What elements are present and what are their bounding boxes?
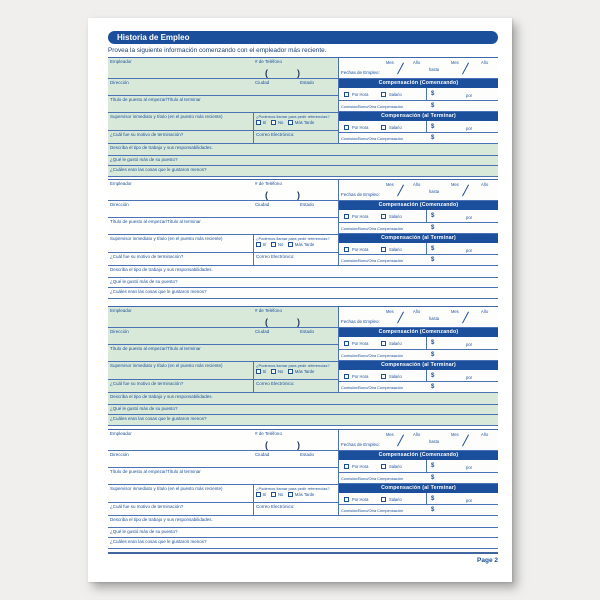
termination-reason-label: ¿Cuál fue su motivo de terminación? bbox=[110, 504, 184, 509]
references-no-label: No bbox=[277, 369, 284, 374]
phone-paren-open: ( bbox=[265, 317, 268, 327]
ending-per-hour-checkbox[interactable] bbox=[344, 247, 349, 252]
dollar-sign: $ bbox=[431, 507, 435, 513]
address-label: Dirección bbox=[110, 202, 129, 207]
ending-per-hour-checkbox[interactable] bbox=[344, 374, 349, 379]
references-no-label: No bbox=[277, 120, 284, 125]
liked-most-field[interactable] bbox=[108, 278, 498, 288]
commission-label: Comisión/Bono/Otra Compensación bbox=[341, 353, 404, 358]
starting-rate-row bbox=[339, 337, 498, 350]
phone-field[interactable] bbox=[253, 430, 338, 450]
supervisor-row bbox=[108, 485, 338, 503]
job-title-label: Título de puesto al empezar/Título al terminar bbox=[110, 469, 201, 474]
references-no-checkbox[interactable] bbox=[271, 369, 276, 374]
commission-label: Comisión/Bono/Otra Compensación bbox=[341, 476, 404, 481]
references-no-checkbox[interactable] bbox=[271, 120, 276, 125]
cell-divider bbox=[426, 210, 427, 222]
job-title-field[interactable] bbox=[108, 468, 338, 485]
dollar-sign: $ bbox=[431, 463, 435, 469]
references-yes-checkbox[interactable] bbox=[256, 242, 261, 247]
until-label: hasta bbox=[429, 439, 440, 444]
salary-label: Salario bbox=[389, 247, 402, 252]
job-title-field[interactable] bbox=[108, 218, 338, 235]
employment-dates-label: Fechas de Empleo: bbox=[341, 192, 380, 197]
starting-rate-row bbox=[339, 88, 498, 101]
termination-reason-label: ¿Cuál fue su motivo de terminación? bbox=[110, 254, 184, 259]
starting-per-hour-checkbox[interactable] bbox=[344, 92, 349, 97]
per-label: por bbox=[466, 93, 473, 98]
salary-label: Salario bbox=[389, 497, 402, 502]
employer-label: Empleador bbox=[110, 308, 132, 313]
dollar-sign: $ bbox=[431, 496, 435, 502]
termination-reason-field[interactable] bbox=[108, 503, 253, 515]
dollar-sign: $ bbox=[431, 225, 435, 231]
employment-dates-field[interactable] bbox=[339, 307, 498, 328]
until-label: hasta bbox=[429, 67, 440, 72]
email-field[interactable] bbox=[253, 503, 338, 515]
employment-block bbox=[108, 57, 498, 176]
ending-rate-row bbox=[339, 243, 498, 255]
end-month-label: Mes bbox=[451, 309, 459, 314]
references-yes-label: Sí bbox=[262, 120, 267, 125]
cell-divider bbox=[426, 493, 427, 504]
end-month-label: Mes bbox=[451, 60, 459, 65]
references-yes-checkbox[interactable] bbox=[256, 369, 261, 374]
salary-label: Salario bbox=[389, 92, 402, 97]
termination-reason-field[interactable] bbox=[108, 380, 253, 392]
references-cell bbox=[253, 235, 338, 252]
address-field[interactable] bbox=[108, 451, 338, 468]
liked-most-label: ¿Qué le gustó más de su puesto? bbox=[110, 529, 178, 534]
start-year-label: Año bbox=[413, 60, 421, 65]
phone-label: # de Teléfono bbox=[255, 59, 282, 64]
phone-paren-open: ( bbox=[265, 68, 268, 78]
references-no-checkbox[interactable] bbox=[271, 242, 276, 247]
salary-label: Salario bbox=[389, 464, 402, 469]
city-label: Ciudad bbox=[255, 202, 270, 207]
references-later-label: Más Tarde bbox=[294, 242, 315, 247]
dollar-sign: $ bbox=[431, 373, 435, 379]
starting-salary-checkbox[interactable] bbox=[381, 92, 386, 97]
address-field[interactable] bbox=[108, 328, 338, 345]
employment-dates-field[interactable] bbox=[339, 430, 498, 451]
liked-least-label: ¿Cuáles eran las cosas que le gustaron menos? bbox=[110, 416, 207, 421]
termination-row bbox=[108, 380, 338, 393]
liked-most-label: ¿Qué le gustó más de su puesto? bbox=[110, 279, 178, 284]
ending-salary-checkbox[interactable] bbox=[381, 374, 386, 379]
references-no-checkbox[interactable] bbox=[271, 492, 276, 497]
per-hour-label: Por Hora bbox=[352, 341, 369, 346]
references-later-checkbox[interactable] bbox=[288, 492, 293, 497]
job-title-field[interactable] bbox=[108, 345, 338, 362]
employment-dates-label: Fechas de Empleo: bbox=[341, 442, 380, 447]
end-year-label: Año bbox=[481, 432, 489, 437]
per-label: por bbox=[466, 248, 473, 253]
email-label: Correo Electrónico: bbox=[256, 504, 295, 509]
describe-work-field[interactable] bbox=[108, 144, 498, 156]
compensation-starting-header: Compensación (Comenzando) bbox=[339, 79, 498, 88]
dollar-sign: $ bbox=[431, 213, 435, 219]
full-width-rows bbox=[108, 516, 498, 549]
per-label: por bbox=[466, 342, 473, 347]
per-label: por bbox=[466, 215, 473, 220]
ending-commission-field[interactable] bbox=[339, 382, 498, 393]
salary-label: Salario bbox=[389, 374, 402, 379]
start-month-label: Mes bbox=[386, 182, 394, 187]
form-page bbox=[88, 18, 512, 582]
date-slash bbox=[397, 434, 404, 446]
starting-rate-row bbox=[339, 210, 498, 223]
references-options bbox=[256, 242, 319, 247]
blocks-container bbox=[108, 57, 498, 548]
liked-least-label: ¿Cuáles eran las cosas que le gustaron menos? bbox=[110, 167, 207, 172]
supervisor-label: Supervisor inmediato y título (en el puesto más reciente) bbox=[110, 236, 223, 241]
references-later-label: Más Tarde bbox=[294, 120, 315, 125]
describe-work-label: Describa el tipo de trabajo y sus responsabilidades. bbox=[110, 145, 213, 150]
full-width-rows bbox=[108, 266, 498, 299]
ending-rate-row bbox=[339, 121, 498, 133]
until-label: hasta bbox=[429, 189, 440, 194]
end-year-label: Año bbox=[481, 60, 489, 65]
phone-label: # de Teléfono bbox=[255, 431, 282, 436]
references-yes-label: Sí bbox=[262, 492, 267, 497]
per-label: por bbox=[466, 126, 473, 131]
employment-dates-label: Fechas de Empleo: bbox=[341, 70, 380, 75]
cell-divider bbox=[426, 243, 427, 254]
supervisor-row bbox=[108, 235, 338, 253]
references-no-label: No bbox=[277, 492, 284, 497]
per-label: por bbox=[466, 498, 473, 503]
phone-field[interactable] bbox=[253, 58, 338, 78]
commission-label: Comisión/Bono/Otra Compensación bbox=[341, 104, 404, 109]
describe-work-label: Describa el tipo de trabajo y sus responsabilidades. bbox=[110, 517, 213, 522]
starting-commission-field[interactable] bbox=[339, 223, 498, 234]
references-question-label: ¿Podemos llamar para pedir referencias? bbox=[256, 236, 330, 241]
termination-row bbox=[108, 131, 338, 144]
state-label: Estado bbox=[300, 452, 315, 457]
per-label: por bbox=[466, 465, 473, 470]
address-label: Dirección bbox=[110, 452, 129, 457]
references-cell bbox=[253, 485, 338, 502]
supervisor-label: Supervisor inmediato y título (en el puesto más reciente) bbox=[110, 114, 223, 119]
employer-field[interactable] bbox=[108, 307, 338, 328]
ending-salary-checkbox[interactable] bbox=[381, 497, 386, 502]
per-label: por bbox=[466, 375, 473, 380]
state-label: Estado bbox=[300, 202, 315, 207]
references-no-label: No bbox=[277, 242, 284, 247]
email-label: Correo Electrónico: bbox=[256, 381, 295, 386]
employer-field[interactable] bbox=[108, 58, 338, 79]
end-year-label: Año bbox=[481, 182, 489, 187]
email-field[interactable] bbox=[253, 253, 338, 265]
end-month-label: Mes bbox=[451, 432, 459, 437]
page-number: Page 2 bbox=[477, 557, 498, 564]
cell-divider bbox=[426, 370, 427, 381]
references-yes-label: Sí bbox=[262, 242, 267, 247]
ending-rate-row bbox=[339, 370, 498, 382]
ending-per-hour-checkbox[interactable] bbox=[344, 497, 349, 502]
references-later-label: Más Tarde bbox=[294, 369, 315, 374]
dollar-sign: $ bbox=[431, 124, 435, 130]
commission-label: Comisión/Bono/Otra Compensación bbox=[341, 226, 404, 231]
state-label: Estado bbox=[300, 329, 315, 334]
compensation-starting-header: Compensación (Comenzando) bbox=[339, 451, 498, 460]
email-field[interactable] bbox=[253, 380, 338, 392]
per-hour-label: Por Hora bbox=[352, 214, 369, 219]
email-label: Correo Electrónico: bbox=[256, 132, 295, 137]
state-label: Estado bbox=[300, 80, 315, 85]
phone-paren-close: ) bbox=[297, 317, 300, 327]
liked-most-label: ¿Qué le gustó más de su puesto? bbox=[110, 406, 178, 411]
ending-commission-field[interactable] bbox=[339, 505, 498, 516]
email-label: Correo Electrónico: bbox=[256, 254, 295, 259]
employment-left-column bbox=[108, 307, 338, 393]
compensation-ending-header: Compensación (al Terminar) bbox=[339, 361, 498, 370]
supervisor-label: Supervisor inmediato y título (en el puesto más reciente) bbox=[110, 363, 223, 368]
address-field[interactable] bbox=[108, 201, 338, 218]
phone-field[interactable] bbox=[253, 180, 338, 200]
employment-block bbox=[108, 179, 498, 298]
termination-reason-field[interactable] bbox=[108, 131, 253, 143]
phone-paren-close: ) bbox=[297, 190, 300, 200]
compensation-starting-header: Compensación (Comenzando) bbox=[339, 328, 498, 337]
references-options bbox=[256, 369, 319, 374]
describe-work-field[interactable] bbox=[108, 393, 498, 405]
references-options bbox=[256, 492, 319, 497]
compensation-starting-header: Compensación (Comenzando) bbox=[339, 201, 498, 210]
salary-label: Salario bbox=[389, 341, 402, 346]
references-question-label: ¿Podemos llamar para pedir referencias? bbox=[256, 486, 330, 491]
date-slash bbox=[462, 434, 469, 446]
describe-work-field[interactable] bbox=[108, 516, 498, 528]
address-label: Dirección bbox=[110, 80, 129, 85]
phone-paren-close: ) bbox=[297, 68, 300, 78]
termination-reason-label: ¿Cuál fue su motivo de terminación? bbox=[110, 132, 184, 137]
references-yes-checkbox[interactable] bbox=[256, 492, 261, 497]
supervisor-field[interactable] bbox=[108, 485, 253, 502]
liked-least-field[interactable] bbox=[108, 415, 498, 426]
liked-least-label: ¿Cuáles eran las cosas que le gustaron menos? bbox=[110, 539, 207, 544]
start-month-label: Mes bbox=[386, 60, 394, 65]
starting-rate-row bbox=[339, 460, 498, 473]
liked-least-field[interactable] bbox=[108, 538, 498, 549]
commission-label: Comisión/Bono/Otra Compensación bbox=[341, 258, 404, 263]
ending-per-hour-checkbox[interactable] bbox=[344, 125, 349, 130]
city-label: Ciudad bbox=[255, 452, 270, 457]
supervisor-field[interactable] bbox=[108, 113, 253, 130]
employment-dates-field[interactable] bbox=[339, 180, 498, 201]
employment-dates-field[interactable] bbox=[339, 58, 498, 79]
starting-commission-field[interactable] bbox=[339, 350, 498, 361]
bottom-rule bbox=[108, 552, 498, 554]
commission-label: Comisión/Bono/Otra Compensación bbox=[341, 385, 404, 390]
termination-row bbox=[108, 253, 338, 266]
dollar-sign: $ bbox=[431, 135, 435, 141]
termination-reason-label: ¿Cuál fue su motivo de terminación? bbox=[110, 381, 184, 386]
start-month-label: Mes bbox=[386, 309, 394, 314]
start-year-label: Año bbox=[413, 309, 421, 314]
compensation-column bbox=[338, 180, 498, 266]
describe-work-label: Describa el tipo de trabajo y sus responsabilidades. bbox=[110, 267, 213, 272]
dollar-sign: $ bbox=[431, 91, 435, 97]
start-year-label: Año bbox=[413, 432, 421, 437]
per-hour-label: Por Hora bbox=[352, 92, 369, 97]
references-later-label: Más Tarde bbox=[294, 492, 315, 497]
compensation-ending-header: Compensación (al Terminar) bbox=[339, 234, 498, 243]
address-label: Dirección bbox=[110, 329, 129, 334]
ending-commission-field[interactable] bbox=[339, 255, 498, 266]
starting-salary-checkbox[interactable] bbox=[381, 464, 386, 469]
cell-divider bbox=[426, 121, 427, 132]
dollar-sign: $ bbox=[431, 257, 435, 263]
form-title-bar bbox=[108, 31, 498, 44]
end-month-label: Mes bbox=[451, 182, 459, 187]
starting-salary-checkbox[interactable] bbox=[381, 341, 386, 346]
per-hour-label: Por Hora bbox=[352, 464, 369, 469]
references-question-label: ¿Podemos llamar para pedir referencias? bbox=[256, 114, 330, 119]
dollar-sign: $ bbox=[431, 103, 435, 109]
form-instructions: Provea la siguiente información comenzando con el empleador más reciente. bbox=[108, 47, 327, 54]
termination-reason-field[interactable] bbox=[108, 253, 253, 265]
ending-rate-row bbox=[339, 493, 498, 505]
references-later-checkbox[interactable] bbox=[288, 242, 293, 247]
per-hour-label: Por Hora bbox=[352, 125, 369, 130]
employer-label: Empleador bbox=[110, 431, 132, 436]
liked-least-label: ¿Cuáles eran las cosas que le gustaron menos? bbox=[110, 289, 207, 294]
salary-label: Salario bbox=[389, 214, 402, 219]
starting-per-hour-checkbox[interactable] bbox=[344, 214, 349, 219]
per-hour-label: Por Hora bbox=[352, 374, 369, 379]
employer-field[interactable] bbox=[108, 180, 338, 201]
termination-row bbox=[108, 503, 338, 516]
references-later-checkbox[interactable] bbox=[288, 369, 293, 374]
references-yes-checkbox[interactable] bbox=[256, 120, 261, 125]
compensation-column bbox=[338, 430, 498, 516]
job-title-label: Título de puesto al empezar/Título al terminar bbox=[110, 346, 201, 351]
employer-label: Empleador bbox=[110, 181, 132, 186]
start-month-label: Mes bbox=[386, 432, 394, 437]
ending-salary-checkbox[interactable] bbox=[381, 125, 386, 130]
phone-field[interactable] bbox=[253, 307, 338, 327]
email-field[interactable] bbox=[253, 131, 338, 143]
address-field[interactable] bbox=[108, 79, 338, 96]
phone-label: # de Teléfono bbox=[255, 181, 282, 186]
dollar-sign: $ bbox=[431, 384, 435, 390]
salary-label: Salario bbox=[389, 125, 402, 130]
ending-salary-checkbox[interactable] bbox=[381, 247, 386, 252]
references-cell bbox=[253, 113, 338, 130]
supervisor-label: Supervisor inmediato y título (en el puesto más reciente) bbox=[110, 486, 223, 491]
commission-label: Comisión/Bono/Otra Compensación bbox=[341, 508, 404, 513]
compensation-ending-header: Compensación (al Terminar) bbox=[339, 112, 498, 121]
ending-commission-field[interactable] bbox=[339, 133, 498, 144]
liked-most-label: ¿Qué le gustó más de su puesto? bbox=[110, 157, 178, 162]
employer-label: Empleador bbox=[110, 59, 132, 64]
starting-commission-field[interactable] bbox=[339, 473, 498, 484]
references-options bbox=[256, 120, 319, 125]
employment-left-column bbox=[108, 430, 338, 516]
phone-label: # de Teléfono bbox=[255, 308, 282, 313]
cell-divider bbox=[426, 460, 427, 472]
cell-divider bbox=[426, 88, 427, 100]
dollar-sign: $ bbox=[431, 352, 435, 358]
full-width-rows bbox=[108, 144, 498, 177]
commission-label: Comisión/Bono/Otra Compensación bbox=[341, 136, 404, 141]
references-cell bbox=[253, 362, 338, 379]
phone-paren-open: ( bbox=[265, 440, 268, 450]
compensation-column bbox=[338, 58, 498, 144]
date-slash bbox=[462, 62, 469, 74]
supervisor-field[interactable] bbox=[108, 235, 253, 252]
starting-commission-field[interactable] bbox=[339, 101, 498, 112]
liked-least-field[interactable] bbox=[108, 288, 498, 299]
starting-per-hour-checkbox[interactable] bbox=[344, 464, 349, 469]
date-slash bbox=[397, 311, 404, 323]
start-year-label: Año bbox=[413, 182, 421, 187]
employment-left-column bbox=[108, 180, 338, 266]
job-title-label: Título de puesto al empezar/Título al terminar bbox=[110, 219, 201, 224]
compensation-ending-header: Compensación (al Terminar) bbox=[339, 484, 498, 493]
full-width-rows bbox=[108, 393, 498, 426]
references-yes-label: Sí bbox=[262, 369, 267, 374]
dollar-sign: $ bbox=[431, 340, 435, 346]
date-slash bbox=[462, 311, 469, 323]
supervisor-field[interactable] bbox=[108, 362, 253, 379]
employment-dates-label: Fechas de Empleo: bbox=[341, 319, 380, 324]
liked-most-field[interactable] bbox=[108, 156, 498, 166]
liked-most-field[interactable] bbox=[108, 405, 498, 415]
phone-paren-open: ( bbox=[265, 190, 268, 200]
describe-work-field[interactable] bbox=[108, 266, 498, 278]
phone-paren-close: ) bbox=[297, 440, 300, 450]
starting-per-hour-checkbox[interactable] bbox=[344, 341, 349, 346]
starting-salary-checkbox[interactable] bbox=[381, 214, 386, 219]
job-title-label: Título de puesto al empezar/Título al terminar bbox=[110, 97, 201, 102]
cell-divider bbox=[426, 337, 427, 349]
per-hour-label: Por Hora bbox=[352, 247, 369, 252]
per-hour-label: Por Hora bbox=[352, 497, 369, 502]
page-title: Historia de Empleo bbox=[117, 33, 190, 42]
employment-left-column bbox=[108, 58, 338, 144]
liked-least-field[interactable] bbox=[108, 166, 498, 177]
date-slash bbox=[397, 62, 404, 74]
references-question-label: ¿Podemos llamar para pedir referencias? bbox=[256, 363, 330, 368]
city-label: Ciudad bbox=[255, 80, 270, 85]
supervisor-row bbox=[108, 113, 338, 131]
dollar-sign: $ bbox=[431, 246, 435, 252]
supervisor-row bbox=[108, 362, 338, 380]
city-label: Ciudad bbox=[255, 329, 270, 334]
references-later-checkbox[interactable] bbox=[288, 120, 293, 125]
compensation-column bbox=[338, 307, 498, 393]
date-slash bbox=[397, 184, 404, 196]
date-slash bbox=[462, 184, 469, 196]
employment-block bbox=[108, 306, 498, 425]
liked-most-field[interactable] bbox=[108, 528, 498, 538]
employment-block bbox=[108, 429, 498, 548]
describe-work-label: Describa el tipo de trabajo y sus responsabilidades. bbox=[110, 394, 213, 399]
until-label: hasta bbox=[429, 316, 440, 321]
job-title-field[interactable] bbox=[108, 96, 338, 113]
end-year-label: Año bbox=[481, 309, 489, 314]
dollar-sign: $ bbox=[431, 475, 435, 481]
employer-field[interactable] bbox=[108, 430, 338, 451]
